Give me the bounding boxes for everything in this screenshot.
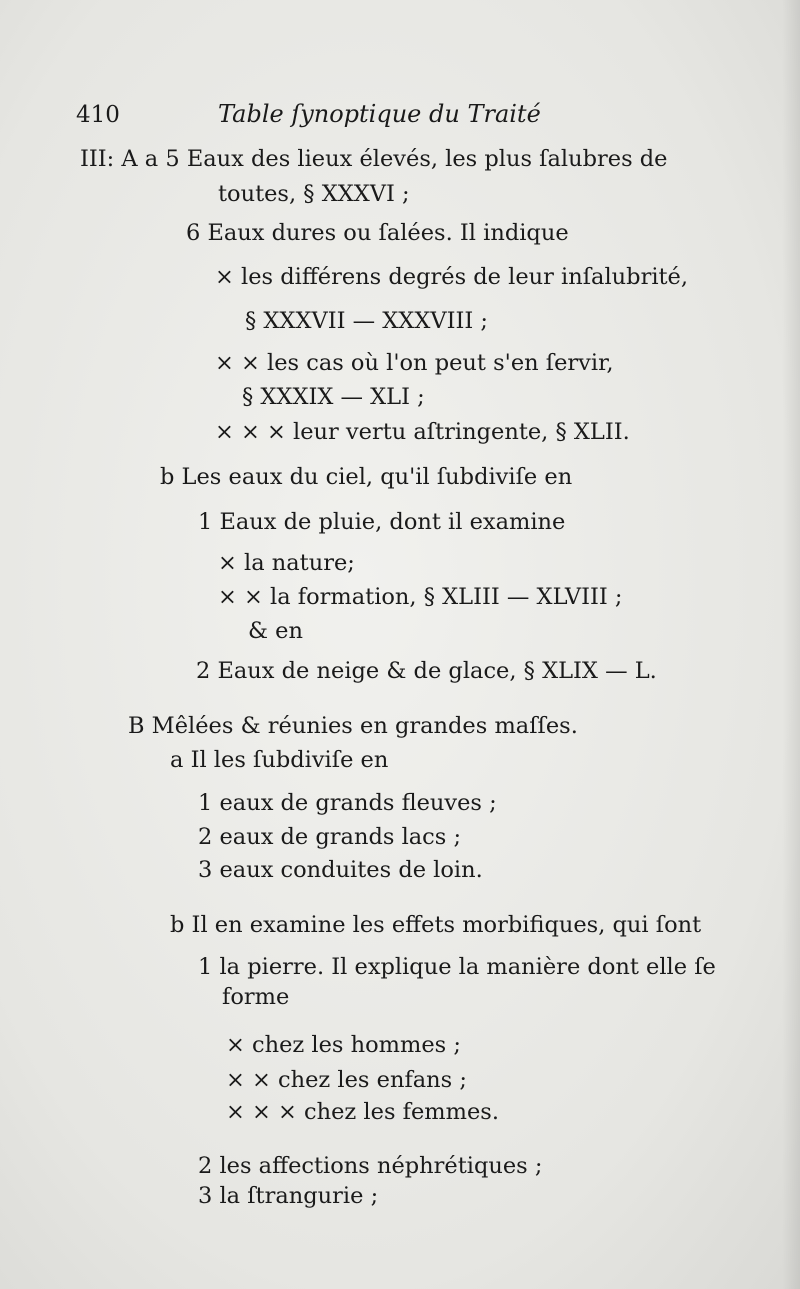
text-line: b Les eaux du ciel, qu'il ſubdiviſe en: [160, 464, 573, 490]
running-title: Table ſynoptique du Traité: [218, 100, 541, 128]
text-line: forme: [222, 984, 290, 1010]
page-edge-shadow: [782, 0, 800, 1289]
text-line: 6 Eaux dures ou ſalées. Il indique: [186, 220, 569, 246]
text-line: 2 Eaux de neige & de glace, § XLIX — L.: [196, 658, 657, 684]
page-number: 410: [76, 102, 120, 128]
text-line: 1 eaux de grands fleuves ;: [198, 790, 497, 816]
text-line: toutes, § XXXVI ;: [218, 181, 410, 207]
text-line: 2 eaux de grands lacs ;: [198, 824, 462, 850]
text-line: × × × leur vertu aſtringente, § XLII.: [215, 419, 630, 445]
text-line: § XXXVII — XXXVIII ;: [245, 308, 488, 334]
text-line: § XXXIX — XLI ;: [242, 384, 425, 410]
text-line: × les différens degrés de leur inſalubrité,: [215, 264, 689, 290]
text-line: 3 la ſtrangurie ;: [198, 1183, 379, 1209]
text-line: × × chez les enfans ;: [226, 1067, 467, 1093]
text-line: 2 les affections néphrétiques ;: [198, 1153, 543, 1179]
text-line: 1 Eaux de pluie, dont il examine: [198, 509, 566, 535]
text-line: B Mêlées & réunies en grandes maſſes.: [128, 713, 578, 739]
text-line: × chez les hommes ;: [226, 1032, 461, 1058]
text-line: × × × chez les femmes.: [226, 1099, 499, 1125]
text-line: a Il les ſubdiviſe en: [170, 747, 389, 773]
text-line: III: A a 5 Eaux des lieux élevés, les plus ſalubres de: [80, 146, 668, 172]
text-line: × × la formation, § XLIII — XLVIII ;: [218, 584, 623, 610]
text-line: b Il en examine les effets morbifiques, qui ſont: [170, 912, 702, 938]
text-line: 1 la pierre. Il explique la manière dont elle ſe: [198, 954, 716, 980]
text-line: 3 eaux conduites de loin.: [198, 857, 483, 883]
text-line: × la nature;: [218, 550, 355, 576]
text-line: & en: [248, 618, 303, 644]
text-line: × × les cas où l'on peut s'en ſervir,: [215, 350, 614, 376]
